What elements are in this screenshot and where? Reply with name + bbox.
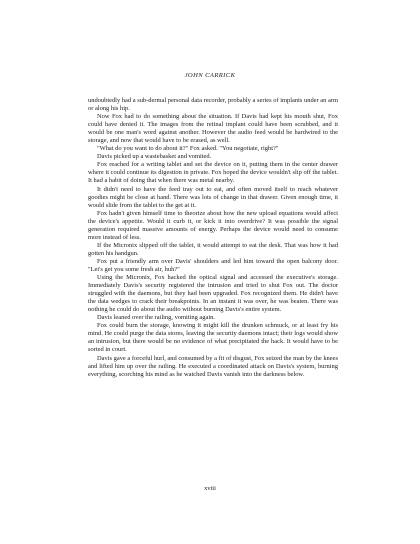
paragraph: If the Micronix slipped off the tablet, it would attempt to eat the desk. That was how it had gotten his handgun. (88, 241, 338, 257)
paragraph: Now Fox had to do something about the situation. If Davis had kept his mouth shut, Fox could have denied it. The images from the retinal implant could have been scrubbed, and it would be one man's word against another. However the audio feed would be hardwired to the storage, and now that would have to be erased, as well. (88, 113, 338, 145)
paragraph: Fox could burn the storage, knowing it might kill the drunken schmuck, or at least fry his mind. He could purge the data stores, leaving the security daemons intact; their logs would show an intrusion, but there would be no evidence of what precipitated the hack. It would have to be sorted in court. (88, 322, 338, 354)
paragraph: "What do you want to do about it?" Fox asked. "You negotiate, right?" (97, 145, 279, 153)
paragraph: Davis gave a forceful hurl, and consumed by a fit of disgust, Fox seized the man by the knees and lifted him up over the railing. He executed a coordinated attack on Davis's system, burning everything, scorching his mind as he watched Davis vanish into the darkness below. (88, 354, 338, 378)
body-text (88, 97, 338, 379)
paragraph: Davis picked up a wastebasket and vomited. (97, 153, 212, 161)
paragraph: Fox put a friendly arm over Davis' shoulders and led him toward the open balcony door. "Let's get you some fresh air, huh?" (88, 257, 338, 273)
page-number: xviii (204, 485, 216, 492)
paragraph: It didn't need to have the feed tray out to eat, and often moved itself to reach whatever goodies might be close at hand. There was lots of change in that drawer. Given enough time, it would slide from the tablet to the get at it. (88, 185, 338, 209)
paragraph: Fox reached for a writing tablet and set the device on it, putting them in the center drawer where it could continue its digestion in private. Fox hoped the device wouldn't slip off the tablet. It had a habit of doing that when there was metal nearby. (88, 161, 338, 185)
paragraph: undoubtedly had a sub-dermal personal data recorder, probably a series of implants under an arm or along his hip. (88, 97, 338, 113)
paragraph: Using the Micronix, Fox hacked the optical signal and accessed the executive's storage. Immediately Davis's security registered the intrusion and tried to shut Fox out. The doctor struggled with the daemons, but they had been upgraded. Fox recognized them. He didn't have the data wedges to crack their breakpoints. In an instant it was over, he was beaten. There was nothing he could do about the audio without burning Davis's entire system. (88, 274, 338, 314)
paragraph: Davis leaned over the railing, vomiting again. (97, 314, 215, 322)
paragraph: Fox hadn't given himself time to theorize about how the new upload equations would affect the device's appetite. Would it curb it, or kick it into overdrive? It was possible the signal generation required massive amounts of energy. Perhaps the device would need to consume more instead of less. (88, 209, 338, 241)
running-head: JOHN CARRICK (184, 72, 236, 79)
